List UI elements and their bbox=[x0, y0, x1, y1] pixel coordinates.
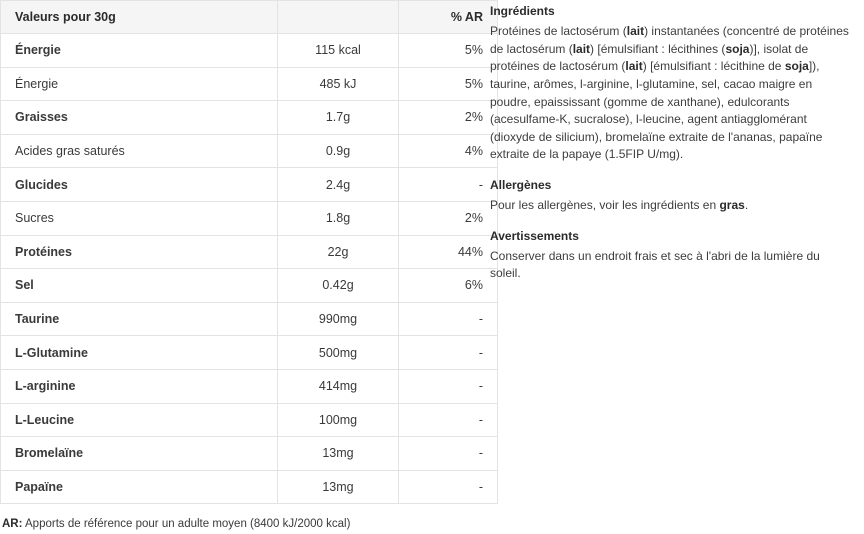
allergen-soja-1: soja bbox=[725, 41, 750, 56]
allergens-heading: Allergènes bbox=[490, 178, 552, 192]
nutrient-name: Énergie bbox=[1, 34, 278, 68]
nutrient-value: 13mg bbox=[278, 470, 399, 504]
table-row bbox=[1, 134, 498, 168]
table-row bbox=[1, 235, 498, 269]
ingredients-heading: Ingrédients bbox=[490, 4, 555, 18]
allergen-lait-2: lait bbox=[572, 41, 591, 56]
nutrient-value: 0.9g bbox=[278, 134, 399, 168]
table-row bbox=[1, 470, 498, 504]
allergens-part-1: Pour les allergènes, voir les ingrédients en bbox=[490, 198, 720, 212]
nutrient-percent: 4% bbox=[399, 134, 498, 168]
nutrition-table-body bbox=[1, 34, 498, 504]
header-nutrient: Valeurs pour 30g bbox=[1, 1, 278, 34]
nutrient-value: 115 kcal bbox=[278, 34, 399, 68]
footnote-label: AR: bbox=[2, 518, 23, 531]
nutrient-percent: - bbox=[399, 369, 498, 403]
nutrient-name: Énergie bbox=[1, 67, 278, 101]
nutrient-name: Graisses bbox=[1, 101, 278, 135]
nutrient-percent: 44% bbox=[399, 235, 498, 269]
nutrient-percent: - bbox=[399, 470, 498, 504]
nutrient-percent: - bbox=[399, 403, 498, 437]
nutrient-name: Sel bbox=[1, 269, 278, 303]
nutrient-percent: 2% bbox=[399, 101, 498, 135]
ingredients-part-1: Protéines de lactosérum ( bbox=[490, 24, 627, 38]
table-row bbox=[1, 269, 498, 303]
table-row bbox=[1, 168, 498, 202]
warnings-heading: Avertissements bbox=[490, 228, 579, 243]
nutrient-value: 990mg bbox=[278, 302, 399, 336]
nutrient-name: Glucides bbox=[1, 168, 278, 202]
nutrient-value: 500mg bbox=[278, 336, 399, 370]
nutrient-percent: - bbox=[399, 437, 498, 471]
nutrition-footnote bbox=[2, 516, 468, 532]
warnings-text: Conserver dans un endroit frais et sec à l'abri de la lumière du soleil. bbox=[490, 248, 820, 281]
nutrient-value: 100mg bbox=[278, 403, 399, 437]
nutrient-name: Papaïne bbox=[1, 470, 278, 504]
ingredients-part-4: )], isolat de protéines de lactosérum ( bbox=[490, 41, 809, 74]
nutrient-percent: - bbox=[399, 168, 498, 202]
nutrient-value: 13mg bbox=[278, 437, 399, 471]
nutrient-name: L-arginine bbox=[1, 369, 278, 403]
ingredients-part-3: ) [émulsifiant : lécithines ( bbox=[590, 41, 726, 56]
table-row bbox=[1, 302, 498, 336]
nutrient-name: Taurine bbox=[1, 302, 278, 336]
header-percent: % AR bbox=[399, 1, 498, 34]
nutrient-name: Protéines bbox=[1, 235, 278, 269]
ingredients-part-6: ]), taurine, arômes, l-arginine, l-glutamine, sel, cacao maigre en poudre, epaississant (gomme de xanthane), edulcorants (acesulfame-K, sucralose), l-leucine, agent antiagglomérant (dioxyde de silicium), bromelaïne extraite de l'ananas, papaïne extraite de la papaye (1.5FIP U/mg). bbox=[490, 59, 823, 162]
allergen-soja-2: soja bbox=[784, 59, 809, 74]
nutrient-percent: 5% bbox=[399, 34, 498, 68]
table-header-row bbox=[1, 1, 498, 34]
table-row bbox=[1, 437, 498, 471]
nutrient-name: Bromelaïne bbox=[1, 437, 278, 471]
nutrient-value: 0.42g bbox=[278, 269, 399, 303]
nutrient-percent: - bbox=[399, 302, 498, 336]
nutrition-table-head bbox=[1, 1, 498, 34]
allergen-lait-1: lait bbox=[626, 24, 645, 38]
allergens-bold: gras bbox=[719, 198, 745, 212]
ingredients-part-2: ) instantanées (concentré de protéines de lactosérum ( bbox=[490, 24, 849, 56]
nutrient-value: 485 kJ bbox=[278, 67, 399, 101]
table-row bbox=[1, 67, 498, 101]
nutrient-name: L-Leucine bbox=[1, 403, 278, 437]
table-row bbox=[1, 101, 498, 135]
nutrient-value: 2.4g bbox=[278, 168, 399, 202]
nutrient-value: 22g bbox=[278, 235, 399, 269]
header-value bbox=[278, 1, 399, 34]
ingredients-text bbox=[490, 23, 850, 164]
allergens-text bbox=[490, 197, 850, 215]
table-row bbox=[1, 34, 498, 68]
allergens-part-2: . bbox=[744, 198, 749, 212]
footnote-text: Apports de référence pour un adulte moyen (8400 kJ/2000 kcal) bbox=[22, 518, 351, 531]
table-row bbox=[1, 336, 498, 370]
ingredients-part-5: ) [émulsifiant : lécithine de bbox=[642, 59, 785, 74]
nutrient-value: 414mg bbox=[278, 369, 399, 403]
nutrient-name: L-Glutamine bbox=[1, 336, 278, 370]
nutrient-name: Acides gras saturés bbox=[1, 134, 278, 168]
table-row bbox=[1, 403, 498, 437]
nutrient-value: 1.7g bbox=[278, 101, 399, 135]
nutrient-percent: 6% bbox=[399, 269, 498, 303]
nutrient-name: Sucres bbox=[1, 201, 278, 235]
nutrient-value: 1.8g bbox=[278, 201, 399, 235]
info-column bbox=[478, 0, 864, 532]
nutrient-percent: 2% bbox=[399, 201, 498, 235]
nutrient-percent: - bbox=[399, 336, 498, 370]
nutrient-percent: 5% bbox=[399, 67, 498, 101]
allergen-lait-3: lait bbox=[625, 59, 643, 74]
table-row bbox=[1, 369, 498, 403]
table-row bbox=[1, 201, 498, 235]
